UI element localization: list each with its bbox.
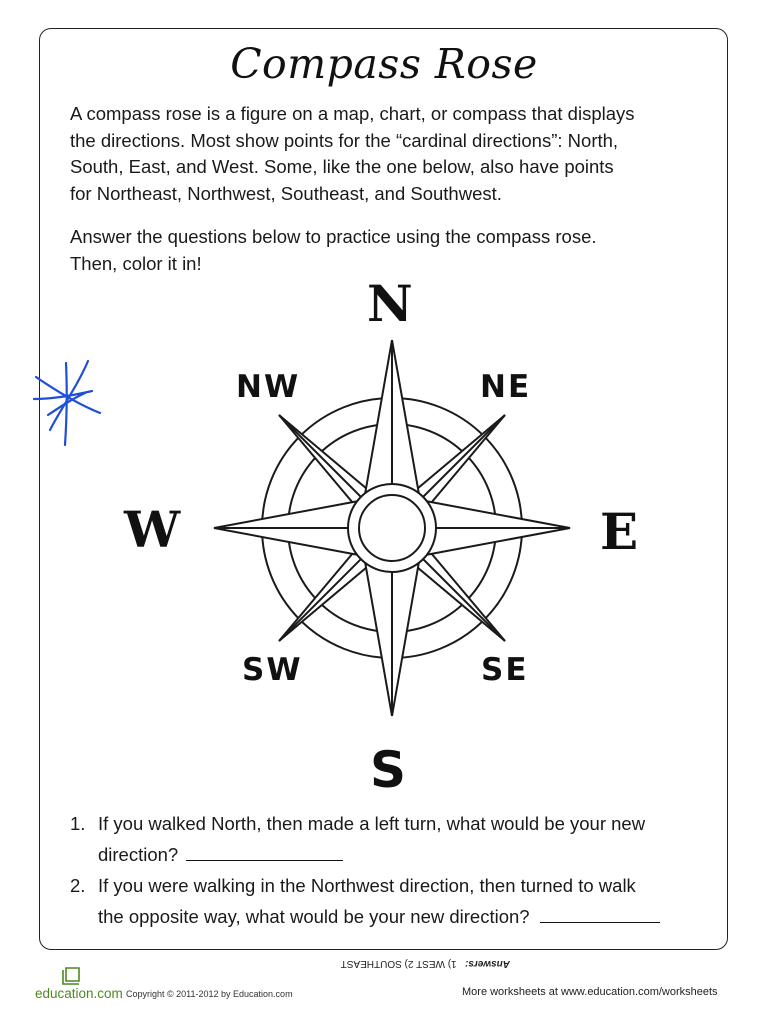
label-east: E [600, 502, 639, 561]
answers-label: Answers: [464, 958, 510, 969]
intro-line: A compass rose is a figure on a map, chart, or compass that displays [70, 103, 635, 124]
instructions-line: Answer the questions below to practice using the compass rose. [70, 226, 597, 247]
education-logo[interactable] [35, 986, 123, 1001]
label-west: W [124, 500, 181, 559]
question-item [70, 870, 720, 932]
answers-text: 1) WEST 2) SOUTHEAST [340, 958, 457, 969]
question-text: If you were walking in the Northwest direction, then turned to walk [98, 875, 636, 896]
handwritten-star-doodle [30, 355, 110, 455]
book-icon [59, 966, 83, 986]
intro-line: South, East, and West. Some, like the one below, also have points [70, 156, 614, 177]
question-text-cont [98, 839, 720, 870]
worksheet-title: Compass Rose [230, 40, 538, 88]
question-number: 2. [70, 875, 86, 896]
question-text: direction? [98, 844, 179, 865]
question-number: 1. [70, 813, 86, 834]
label-north: N [367, 274, 413, 333]
label-northeast: NE [480, 369, 532, 405]
label-northwest: NW [236, 369, 301, 405]
question-list [70, 808, 720, 932]
answer-blank[interactable] [540, 904, 660, 923]
logo-text: education.com [35, 986, 123, 1001]
compass-hub-inner [359, 495, 425, 561]
question-text-cont [98, 901, 720, 932]
question-text: If you walked North, then made a left turn, what would be your new [98, 813, 646, 834]
label-south: S [370, 741, 407, 799]
label-southwest: SW [242, 652, 303, 688]
question-text: the opposite way, what would be your new direction? [98, 906, 530, 927]
instructions-line: Then, color it in! [70, 252, 202, 274]
intro-line: for Northeast, Northwest, Southeast, and Southwest. [70, 182, 502, 204]
more-worksheets-link[interactable]: More worksheets at www.education.com/worksheets [462, 986, 718, 998]
intro-line: the directions. Most show points for the “cardinal directions”: North, [70, 129, 619, 151]
label-southeast: SE [481, 652, 529, 688]
copyright-text: Copyright © 2011-2012 by Education.com [126, 989, 293, 999]
question-item [70, 808, 720, 870]
upside-down-answers [330, 958, 510, 969]
answer-blank[interactable] [186, 842, 343, 861]
